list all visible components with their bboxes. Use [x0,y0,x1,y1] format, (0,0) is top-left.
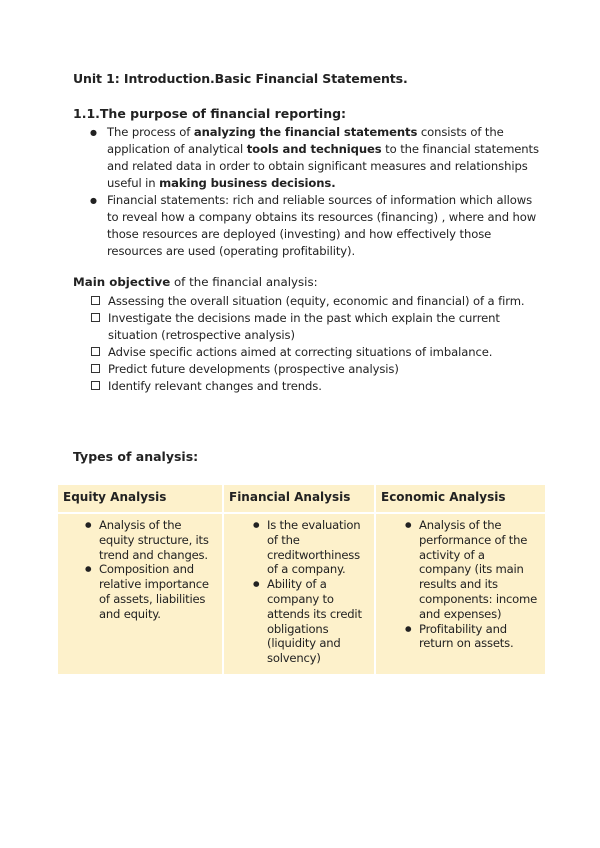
checkbox-icon[interactable] [91,313,100,322]
purpose-section [73,105,542,260]
equity-list [63,518,217,622]
financial-cell [224,514,376,674]
checkbox-icon[interactable] [91,381,100,390]
objective-section [73,274,548,395]
bold-run: analyzing the financial statements [193,125,418,139]
list-item: ● Analysis of the equity structure, its trend and changes. [99,518,217,562]
purpose-list [73,124,542,260]
checklist-item [108,361,548,378]
table-row [58,514,545,674]
financial-header: Financial Analysis [224,485,376,514]
checklist-item [108,293,548,310]
economic-header: Economic Analysis [376,485,545,514]
checklist-item [108,378,548,395]
list-item: ● Composition and relative importance of assets, liabilities and equity. [99,562,217,621]
list-item: ● Ability of a company to attends its credit obligations (liquidity and solvency) [267,577,369,666]
purpose-heading: 1.1.The purpose of financial reporting: [73,106,347,121]
checklist-text: Advise specific actions aimed at correcting situations of imbalance. [108,345,493,359]
list-item: ● Profitability and return on assets. [419,622,540,652]
types-heading: Types of analysis: [73,449,199,464]
checklist-text: Assessing the overall situation (equity, economic and financial) of a firm. [108,294,525,308]
economic-cell [376,514,545,674]
financial-list [229,518,369,666]
list-item: ● Is the evaluation of the creditworthiness of a company. [267,518,369,577]
checklist-text: Identify relevant changes and trends. [108,379,322,393]
checklist-item [108,310,548,344]
objective-rest: of the financial analysis: [170,275,318,289]
objective-checklist [73,293,548,395]
checkbox-icon[interactable] [91,347,100,356]
objective-intro [73,274,548,291]
purpose-bullet-1 [107,124,542,192]
checklist-text: Predict future developments (prospective analysis) [108,362,399,376]
bold-run: tools and techniques [246,142,382,156]
bold-run: making business decisions. [159,176,336,190]
list-item: ● Analysis of the performance of the activity of a company (its main results and its components: income and expenses) [419,518,540,622]
purpose-bullet-2: ● Financial statements: rich and reliable sources of information which allows to reveal how a company obtains its resources (financing) , where and how those resources are deployed (investing) and how effectively those resources are used (operating profitability). [107,192,542,260]
objective-bold: Main objective [73,275,171,289]
text-run: consists of the application of analytical [107,125,504,156]
text-run: to the financial statements and related data in order to obtain significant measures and relationships useful in [107,142,539,190]
equity-cell [58,514,224,674]
economic-list [381,518,540,651]
text-run: The process of [107,125,194,139]
analysis-types-table [58,485,545,674]
checklist-item [108,344,548,361]
equity-header: Equity Analysis [58,485,224,514]
checkbox-icon[interactable] [91,364,100,373]
checkbox-icon[interactable] [91,296,100,305]
page-title: Unit 1: Introduction.Basic Financial Statements. [73,71,408,86]
checklist-text: Investigate the decisions made in the past which explain the current situation (retrospective analysis) [108,311,500,342]
table-header-row [58,485,545,514]
